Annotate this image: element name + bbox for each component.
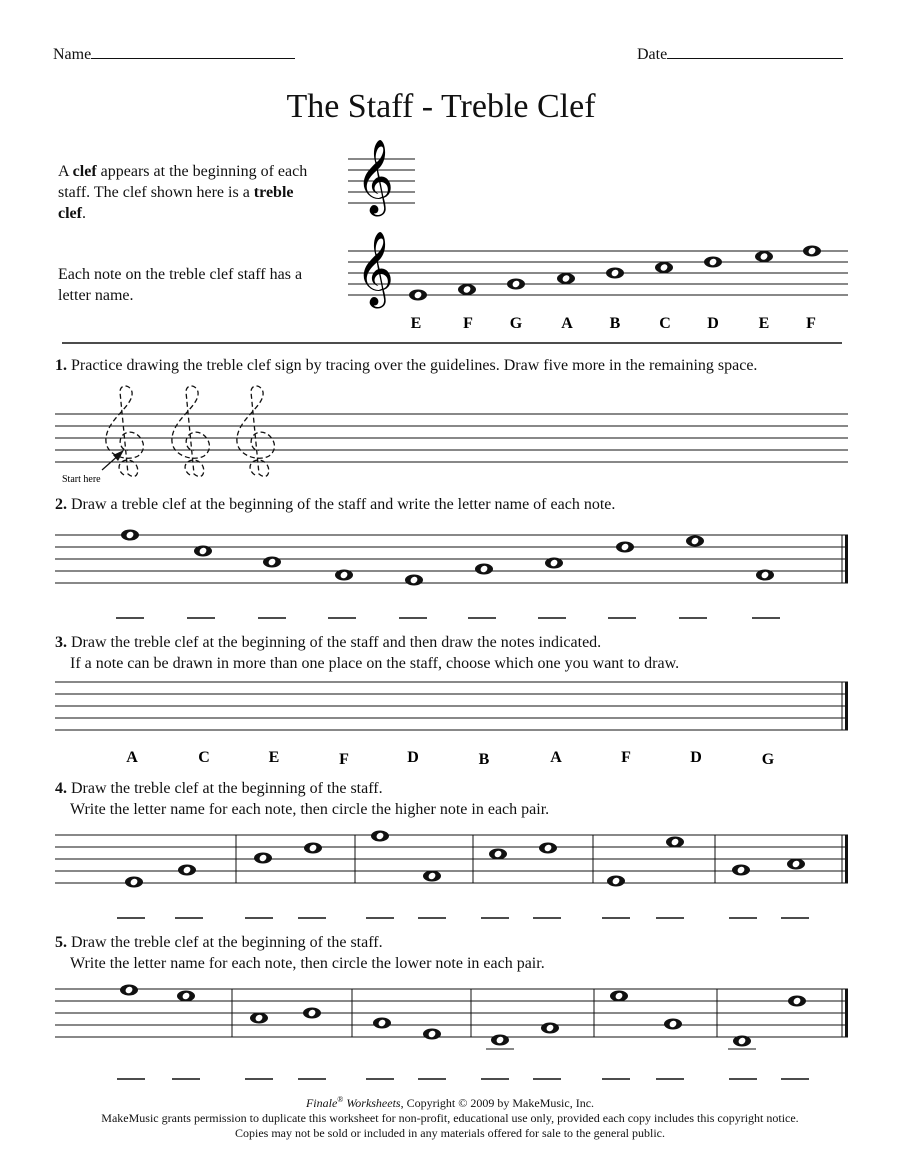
q3-note-letter: A	[126, 749, 138, 766]
q5-staff	[55, 985, 848, 1080]
q2-note	[194, 546, 212, 557]
clef-intro-text: A clef appears at the beginning of each staff. The clef shown here is a treble clef.	[58, 163, 308, 222]
example-treble-clef-staff	[348, 141, 415, 217]
q2-note	[545, 558, 563, 569]
q3-note-letter: F	[339, 751, 349, 768]
note-letter-label: E	[758, 315, 770, 332]
q2-note	[121, 530, 139, 541]
q4-note	[732, 865, 750, 876]
q5-note	[788, 996, 806, 1007]
q3-note-letter: D	[690, 749, 702, 766]
note-letter-label: B	[609, 315, 621, 332]
q2-instructions: 2. Draw a treble clef at the beginning of the staff and write the letter name of each note.	[55, 496, 616, 513]
example-note	[803, 246, 821, 257]
example-note	[458, 284, 476, 295]
q3-note-letter: C	[198, 749, 210, 766]
q3-note-letter: A	[550, 749, 562, 766]
q2-note	[686, 536, 704, 547]
q5-note	[120, 985, 138, 996]
q5-note	[491, 1035, 509, 1046]
note-letter-label: D	[707, 315, 719, 332]
q4-note	[666, 837, 684, 848]
q3-note-letter: F	[621, 749, 631, 766]
traced-clef-guide-2	[172, 386, 210, 477]
q5-note	[541, 1023, 559, 1034]
note-letter-label: F	[463, 315, 473, 332]
q2-note	[616, 542, 634, 553]
q5-note	[177, 991, 195, 1002]
q1-staff	[55, 414, 848, 462]
date-label: Date	[637, 46, 668, 63]
traced-clef-guide-1	[106, 386, 144, 477]
q3-note-letter: B	[478, 751, 490, 768]
example-note	[507, 279, 525, 290]
q5-instructions: 5. Draw the treble clef at the beginning of the staff. Write the letter name for each note, then circle the lower note in each pair.	[55, 934, 545, 972]
note-letter-label: G	[509, 315, 523, 332]
example-note	[755, 251, 773, 262]
note-letter-label: F	[806, 315, 816, 332]
q4-note	[178, 865, 196, 876]
example-note	[704, 257, 722, 268]
example-note-names-staff	[348, 233, 848, 309]
q2-note	[335, 570, 353, 581]
traced-clef-guide-3	[237, 386, 275, 477]
q5-note	[610, 991, 628, 1002]
example-note	[557, 273, 575, 284]
q2-note	[475, 564, 493, 575]
note-letter-label: C	[659, 315, 671, 332]
q4-note	[607, 876, 625, 887]
q4-note	[125, 877, 143, 888]
q2-note	[405, 575, 423, 586]
q5-note	[664, 1019, 682, 1030]
note-intro-text: Each note on the treble clef staff has a letter name.	[58, 266, 303, 304]
q1-instructions: 1. Practice drawing the treble clef sign by tracing over the guidelines. Draw five more in the remaining space.	[55, 357, 758, 374]
q4-note	[254, 853, 272, 864]
q3-note-letter: G	[761, 751, 775, 768]
q2-staff	[55, 530, 848, 619]
q5-note	[303, 1008, 321, 1019]
q5-note	[423, 1029, 441, 1040]
q4-note	[423, 871, 441, 882]
note-letter-label: E	[410, 315, 422, 332]
treble-clef-icon: 𝄞	[356, 233, 394, 304]
page-title: The Staff - Treble Clef	[286, 88, 596, 125]
treble-clef-icon: 𝄞	[356, 141, 394, 212]
q2-note	[756, 570, 774, 581]
q4-note	[489, 849, 507, 860]
example-note	[606, 268, 624, 279]
q4-instructions: 4. Draw the treble clef at the beginning of the staff. Write the letter name for each note, then circle the higher note in each pair.	[55, 780, 550, 818]
q4-note	[787, 859, 805, 870]
example-note	[409, 290, 427, 301]
q3-note-letter: E	[268, 749, 280, 766]
example-note	[655, 262, 673, 273]
q5-note	[733, 1036, 751, 1047]
q4-note	[539, 843, 557, 854]
q5-note	[373, 1018, 391, 1029]
start-here-label: Start here	[62, 474, 101, 485]
q3-note-letter: D	[407, 749, 419, 766]
name-label: Name	[53, 46, 92, 63]
q3-instructions: 3. Draw the treble clef at the beginning of the staff and then draw the notes indicated. If a note can be drawn in more than one place on the staff, choose which one you want to draw.	[55, 634, 680, 672]
q4-note	[371, 831, 389, 842]
q2-note	[263, 557, 281, 568]
note-letter-label: A	[561, 315, 573, 332]
q4-note	[304, 843, 322, 854]
q4-staff	[55, 831, 848, 919]
q3-staff	[55, 682, 848, 768]
q5-note	[250, 1013, 268, 1024]
copyright-footer: Finale® Worksheets, Copyright © 2009 by MakeMusic, Inc. MakeMusic grants permission to duplicate this worksheet for non-profit, educational use only, provided each copy includes this copyright notice. Copies may not be sold or included in any materials offered for sale to the general public.	[101, 1095, 799, 1140]
